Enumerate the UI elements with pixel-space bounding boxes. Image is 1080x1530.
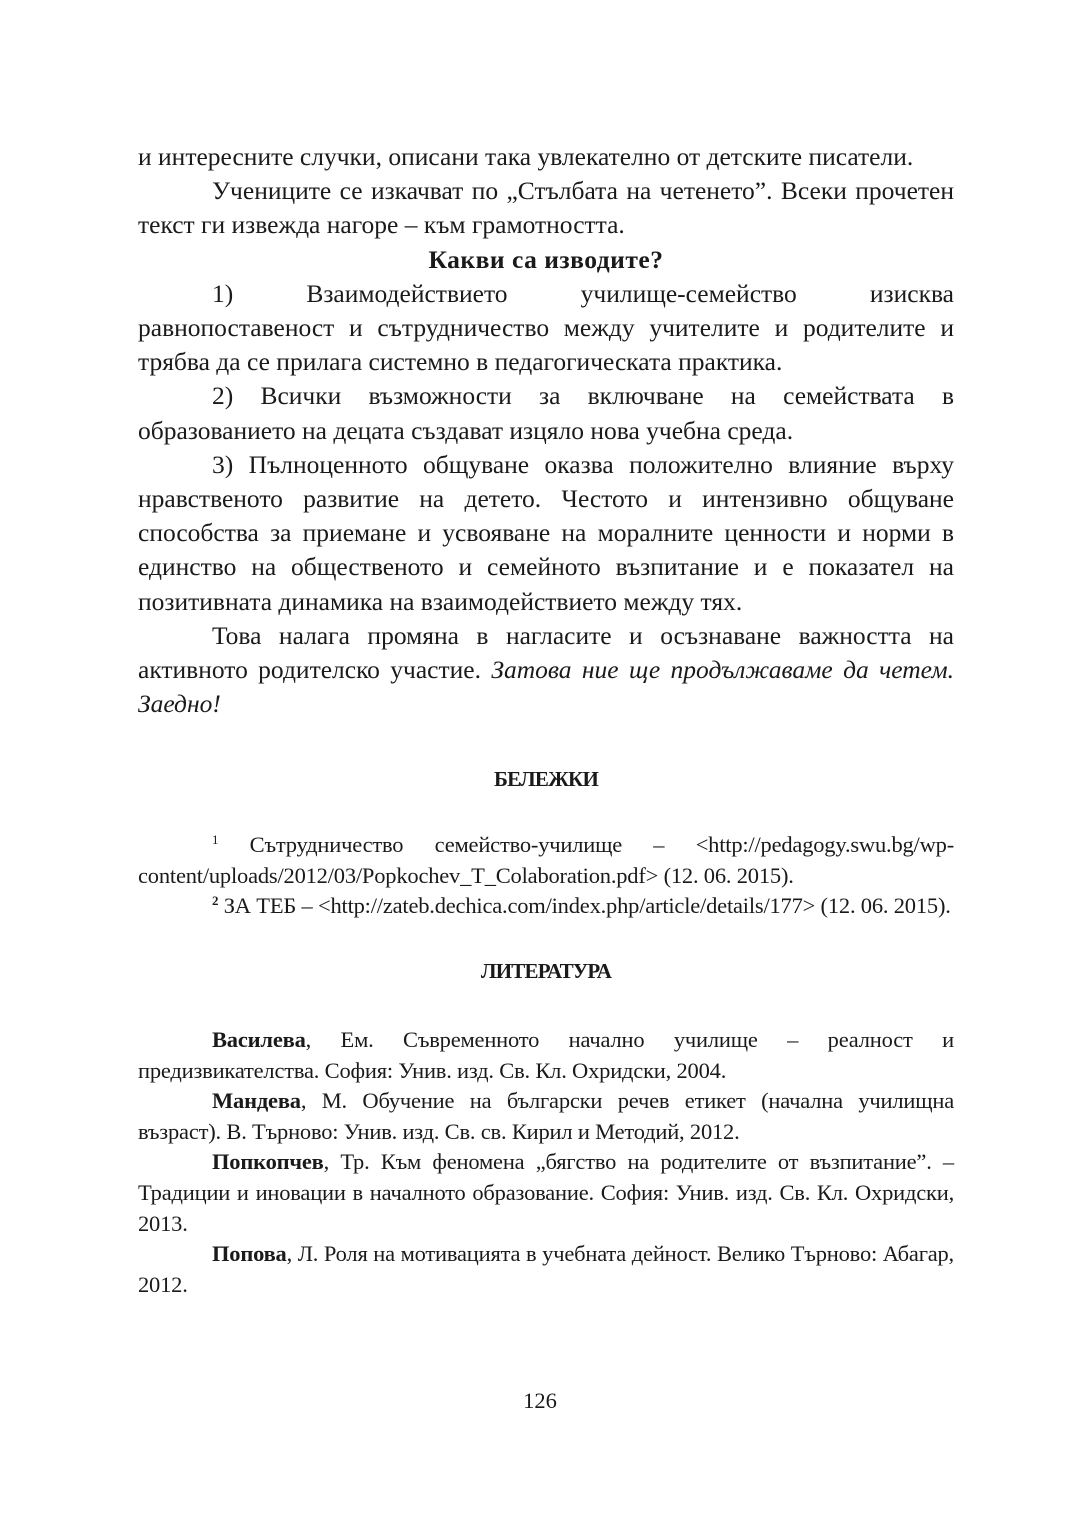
conclusion-3: 3) Пълноценното общуване оказва положително влияние върху нравственото развитие на детето. Честото и интензивно общуване способства за приемане и усвояване на моралните ценности и норми в единство на общественото и семейното възпитание и е показател на позитивната динамика на взаимодействието между тях.: [138, 449, 954, 616]
final-paragraph-text: Това налага промяна в нагласите и осъзнаване важността на активното родителско участие.: [138, 620, 954, 685]
literature-text: , Ем. Съвременното начално училище – реалност и предизвикателства. София: Унив. изд. Св. Кл. Охридски, 2004.: [138, 1027, 954, 1083]
main-text: [138, 140, 954, 721]
literature-item: [138, 1086, 954, 1147]
conclusion-2: 2) Всички възможности за включване на семействата в образованието на децата създават изцяло нова учебна среда.: [138, 381, 954, 445]
note-item: [138, 891, 954, 921]
final-paragraph-italic: Затова ние ще продължаваме да четем. Заедно!: [138, 655, 955, 719]
literature-author: Попова: [212, 1241, 287, 1267]
note-text: ЗА ТЕБ – <http://zateb.dechica.com/index.php/article/details/177> (12. 06. 2015).: [218, 892, 951, 918]
literature-text: , Тр. Към феномена „бягство на родителите от възпитание”. – Традиции и иновации в началното образование. София: Унив. изд. Св. Кл. Охридски, 2013.: [138, 1149, 954, 1236]
conclusion-1: 1) Взаимодействието училище-семейство изисква равнопоставеност и сътрудничество между учителите и родителите и трябва да се прилага системно в педагогическата практика.: [138, 278, 954, 377]
conclusions-heading: Какви са изводите?: [428, 244, 664, 274]
note-text: Сътрудничество семейство-училище – <http://pedagogy.swu.bg/wp-content/uploads/2012/03/Popkochev_T_Colaboration.pdf> (12. 06. 2015).: [138, 832, 954, 888]
note-marker: 2: [212, 892, 219, 908]
note-item: [138, 830, 954, 890]
literature-heading: ЛИТЕРАТУРА: [480, 959, 612, 984]
paragraph-continuation: и интересните случки, описани така увлекателно от детските писатели.: [138, 142, 914, 171]
page-number: 126: [523, 1388, 557, 1413]
literature-item: [138, 1239, 954, 1300]
literature-author: Мандева: [212, 1088, 301, 1114]
final-paragraph: [138, 619, 954, 722]
literature-list: [138, 1025, 954, 1300]
literature-author: Попкопчев: [212, 1149, 324, 1175]
notes-list: [138, 830, 954, 921]
literature-item: [138, 1147, 954, 1239]
note-marker: 1: [212, 832, 219, 848]
literature-text: , Л. Роля на мотивацията в учебната дейност. Велико Търново: Абагар, 2012.: [138, 1241, 954, 1297]
notes-heading: БЕЛЕЖКИ: [494, 767, 598, 792]
literature-text: , М. Обучение на български речев етикет (начална училищна възраст). В. Търново: Унив. изд. Св. св. Кирил и Методий, 2012.: [138, 1088, 954, 1144]
paragraph-reading-ladder: Учениците се изкачват по „Стълбата на четенето”. Всеки прочетен текст ги извежда нагоре – към грамотността.: [138, 176, 954, 240]
page-content: [138, 140, 954, 1300]
literature-author: Василева: [212, 1027, 306, 1053]
literature-item: [138, 1025, 954, 1086]
